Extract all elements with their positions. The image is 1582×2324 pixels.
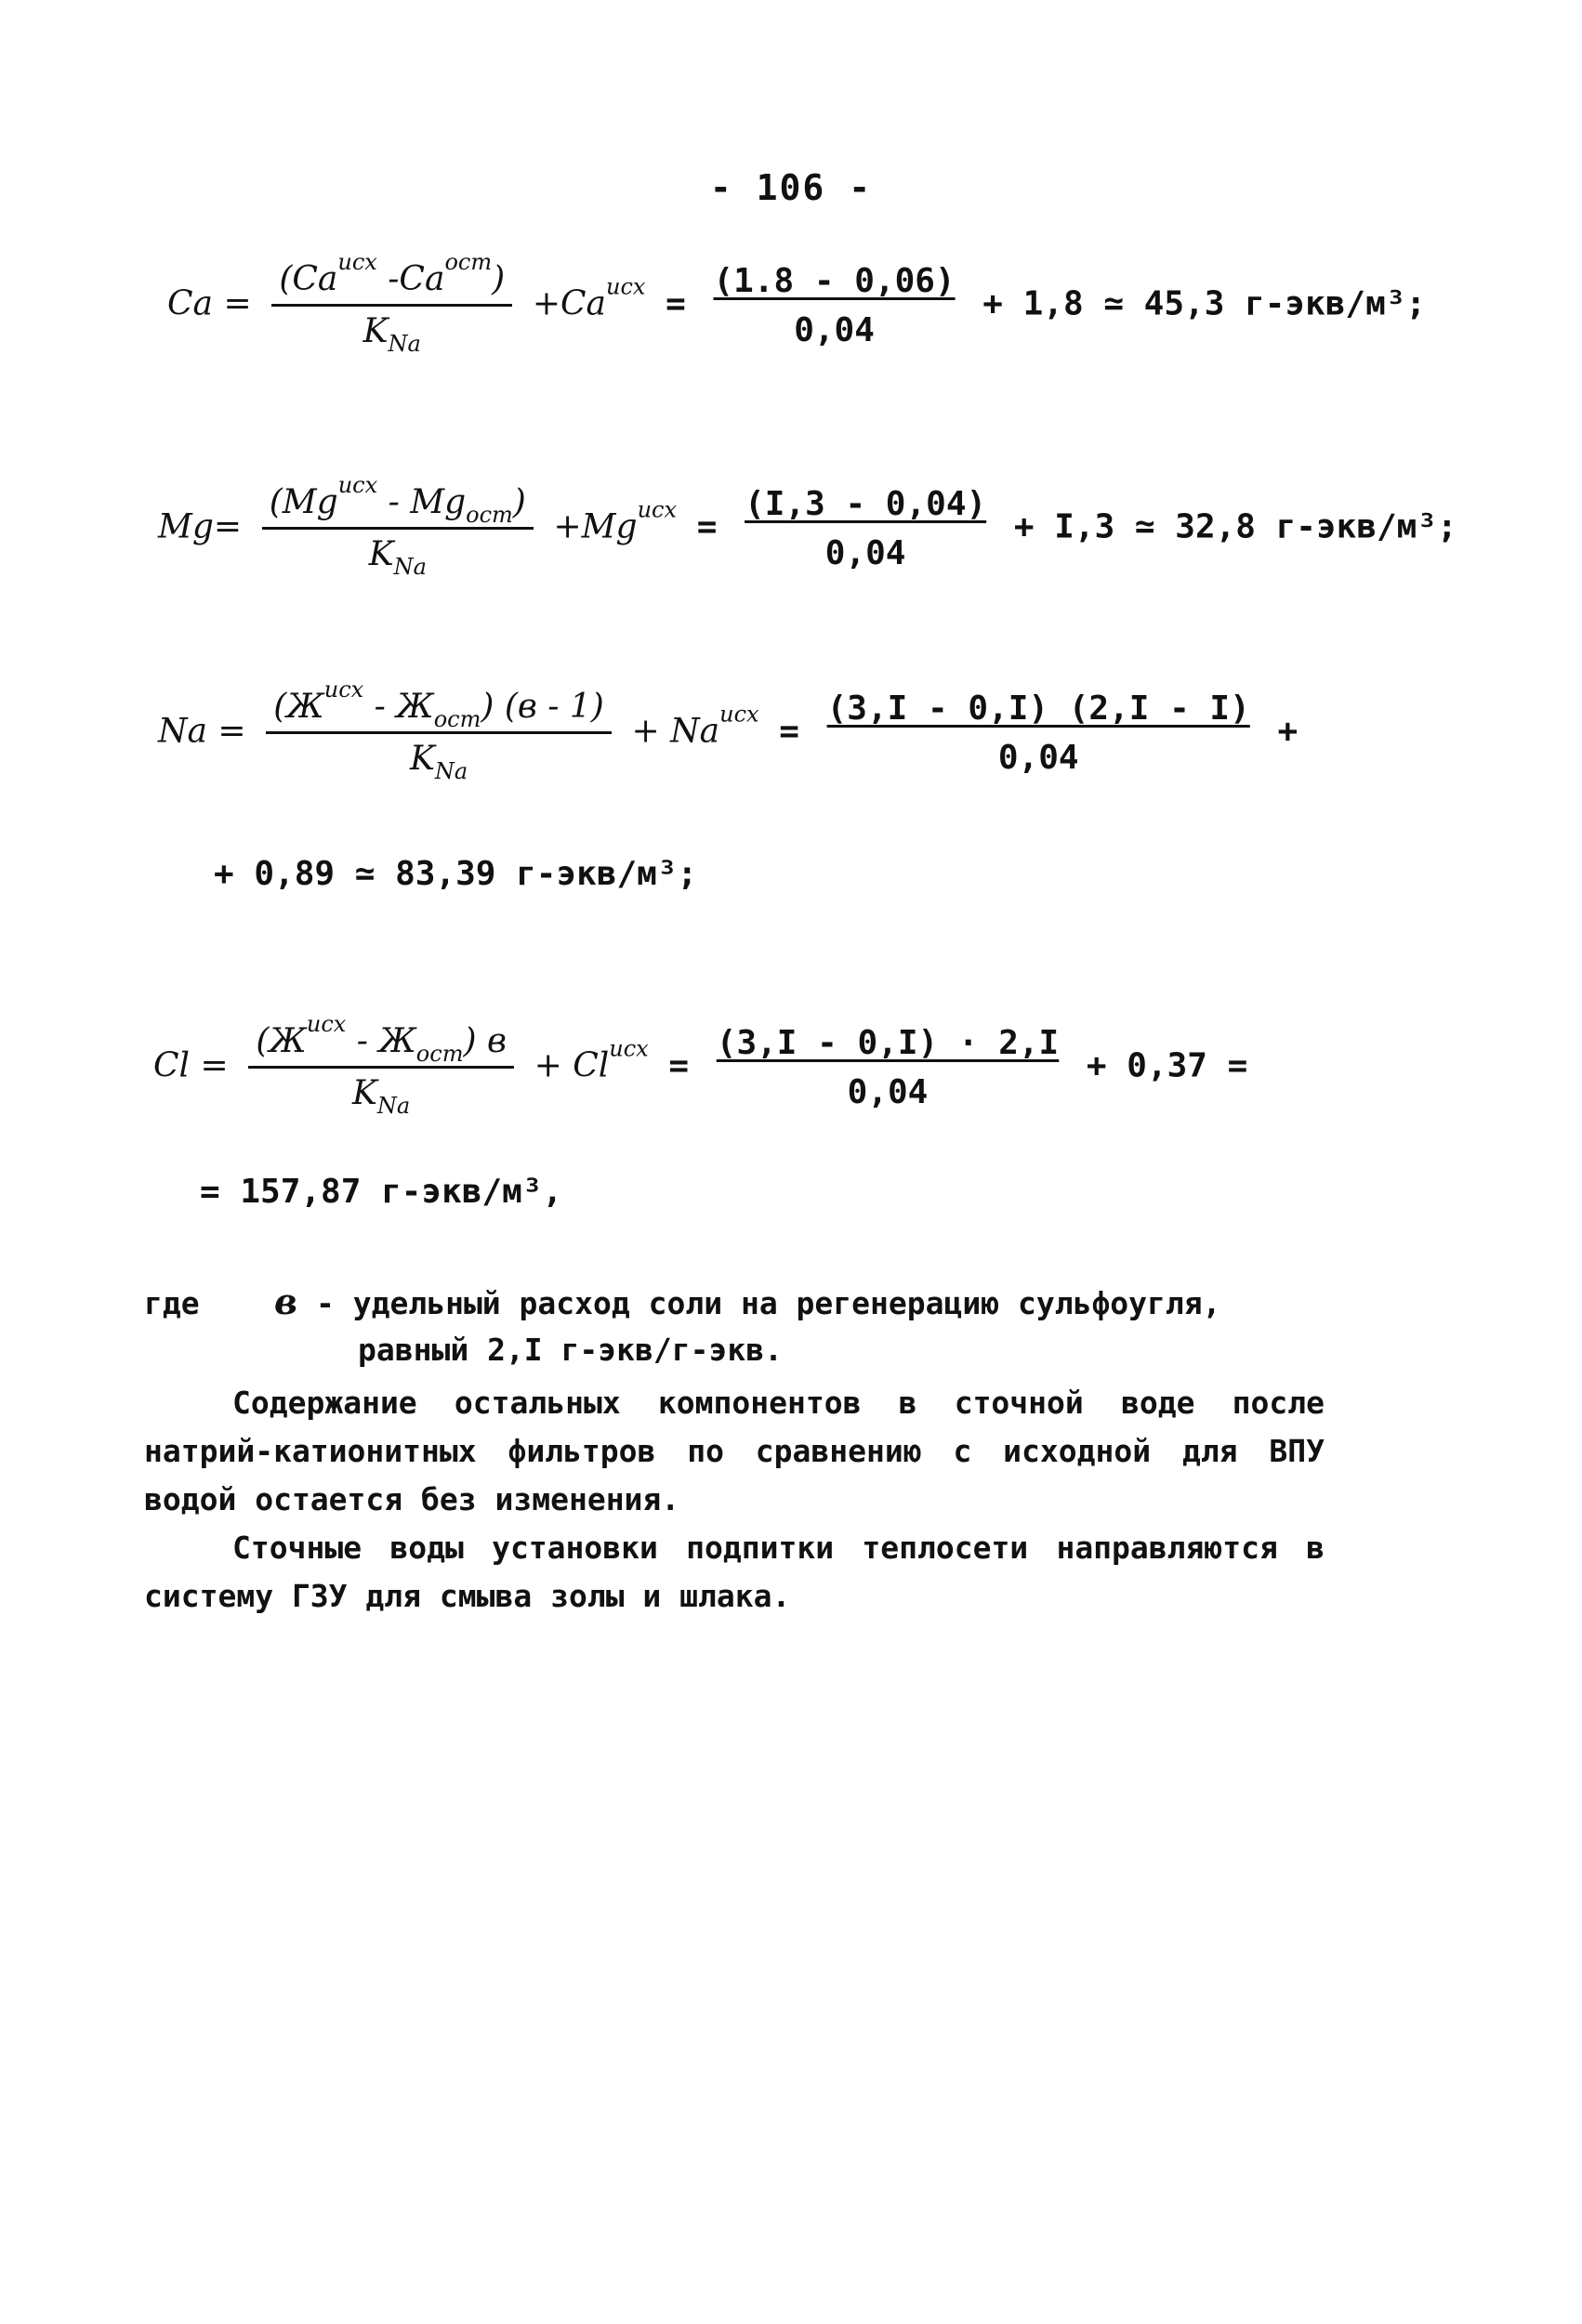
where-line-2: равный 2,I г-экв/г-экв. xyxy=(358,1332,783,1368)
paragraph: Содержание остальных компонентов в сточной воде после натрий-катионитных фильтров по сравнению с исходной для ВПУ водой остается без изменения. xyxy=(144,1385,1325,1517)
formula-mg: Mg= $\frac{(Mg^{исх} - Mg_{ост})}{K_{Na}}$ $+Mg^{исх}$ = (I,3 - 0,04) 0,04 + I,3 ≃ 32,8 г-экв/м³; xyxy=(158,472,1457,580)
formula-na-continuation: + 0,89 ≃ 83,39 г-экв/м³; xyxy=(214,855,698,893)
formula-term: + Cl xyxy=(534,1046,610,1085)
formula-lhs: Ca = xyxy=(167,284,252,323)
formula-term: +Mg xyxy=(553,507,638,546)
formula-fraction: $\frac{(Ж^{исх} - Ж_{ост}) (в - 1)}{K_{Na}}$ xyxy=(266,688,612,778)
formula-na: Na = $\frac{(Ж^{исх} - Ж_{ост}) (в - 1)}{K_{Na}}$ + $Na^{исх}$ = (3,I - 0,I) (2,I - I) 0,04 + xyxy=(158,676,1299,784)
formula-lhs: Mg= xyxy=(158,507,243,546)
formula-result: + 1,8 ≃ 45,3 г-экв/м³; xyxy=(982,284,1427,323)
calc-fraction: (3,I - 0,I) (2,I - I) 0,04 xyxy=(826,689,1250,777)
formula-term: +Ca xyxy=(532,284,606,323)
calc-fraction: (I,3 - 0,04) 0,04 xyxy=(745,484,987,572)
formula-lhs: Na = xyxy=(158,712,246,751)
page-number: - 106 - xyxy=(709,167,873,208)
formula-term: + Na xyxy=(631,712,720,751)
where-line-1: - удельный расход соли на регенерацию сульфоугля, xyxy=(316,1285,1221,1321)
where-symbol: в xyxy=(274,1280,297,1322)
formula-fraction: $\frac{(Ж^{исх} - Ж_{ост}) в}{K_{Na}}$ xyxy=(248,1022,514,1112)
formula-cl: Cl = $\frac{(Ж^{исх} - Ж_{ост}) в}{K_{Na}}$ + $Cl^{исх}$ = (3,I - 0,I) · 2,I 0,04 + 0,37 = xyxy=(153,1011,1248,1119)
formula-fraction: $\frac{(Ca^{исх} -Ca^{ост})}{K_{Na}}$ xyxy=(271,260,512,350)
formula-lhs: Cl = xyxy=(153,1046,229,1085)
where-label: где xyxy=(144,1285,200,1321)
formula-result: + I,3 ≃ 32,8 г-экв/м³; xyxy=(1013,507,1457,546)
paragraph: Сточные воды установки подпитки теплосети направляются в систему ГЗУ для смыва золы и шлака. xyxy=(144,1530,1325,1614)
calc-fraction: (3,I - 0,I) · 2,I 0,04 xyxy=(716,1023,1060,1111)
formula-cl-continuation: = 157,87 г-экв/м³, xyxy=(200,1173,563,1211)
formula-ca: Ca = $\frac{(Ca^{исх} -Ca^{ост})}{K_{Na}}$ $+Ca^{исх}$ = (1.8 - 0,06) 0,04 + 1,8 ≃ 45,3 г-экв/м³; xyxy=(167,249,1427,357)
formula-fraction: $\frac{(Mg^{исх} - Mg_{ост})}{K_{Na}}$ xyxy=(262,483,534,573)
calc-fraction: (1.8 - 0,06) 0,04 xyxy=(713,261,956,349)
formula-result: + 0,37 = xyxy=(1086,1046,1248,1085)
